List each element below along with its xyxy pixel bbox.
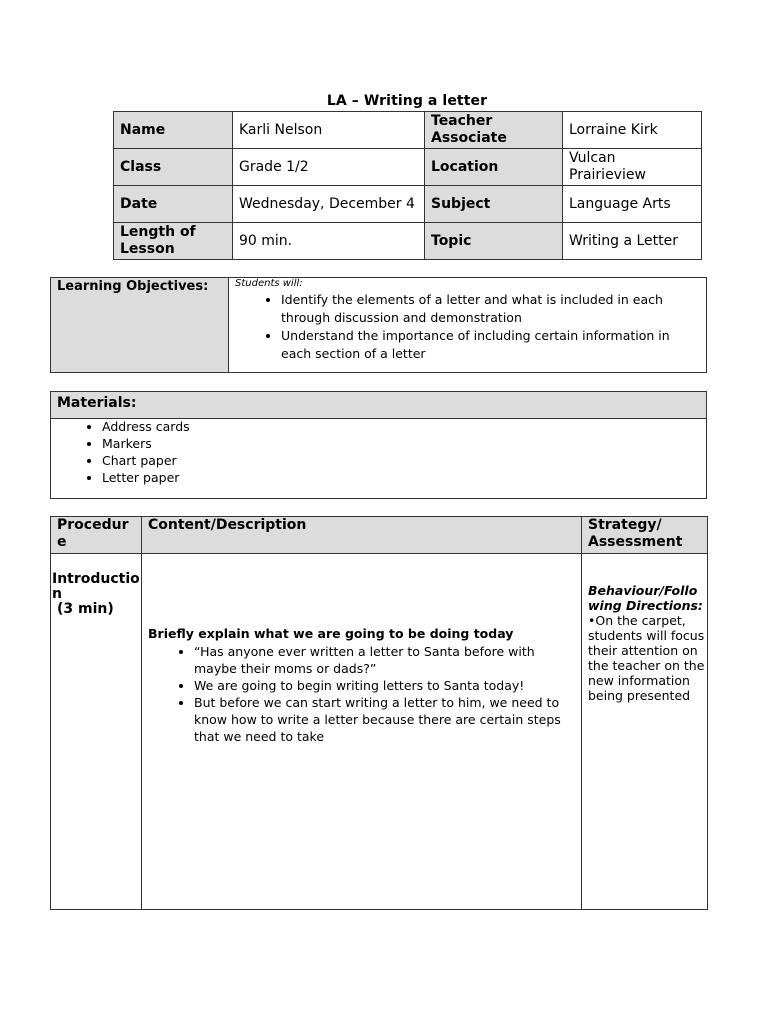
info-row [114, 149, 702, 186]
info-row [114, 186, 702, 223]
learning-objectives-label: Learning Objectives: [57, 279, 209, 294]
objectives-list [235, 291, 700, 363]
strategy-title: Behaviour/Following Directions: [588, 583, 703, 613]
name-value: Karli Nelson [233, 112, 425, 149]
content-list [148, 643, 575, 745]
list-item: • But before we can start writing a letter to him, we need to know how to write a letter because there are certain steps that we need to take [194, 694, 575, 745]
introduction-label: Introduction [52, 571, 140, 602]
list-item: • “Has anyone ever written a letter to Santa before with maybe their moms or dads?” [194, 643, 575, 677]
date-label: Date [114, 186, 233, 223]
info-row [114, 112, 702, 149]
name-label: Name [114, 112, 233, 149]
list-item: • Letter paper [102, 469, 190, 486]
length-of-lesson-value: 90 min. [233, 223, 425, 260]
procedure-header-row [51, 517, 708, 554]
list-item: • Identify the elements of a letter and what is included in each through discussion and demonstration [281, 291, 700, 327]
content-lead: Briefly explain what we are going to be doing today [148, 626, 514, 641]
document-title: LA – Writing a letter [326, 93, 488, 109]
materials-box [50, 391, 707, 499]
location-value: Vulcan Prairieview [563, 149, 702, 186]
list-item: • Understand the importance of including certain information in each section of a letter [281, 327, 700, 363]
teacher-associate-value: Lorraine Kirk [563, 112, 702, 149]
content-description-cell [142, 554, 582, 910]
class-label: Class [114, 149, 233, 186]
introduction-cell [51, 554, 142, 910]
list-item: • Chart paper [102, 452, 190, 469]
strategy-assessment-cell [582, 554, 708, 910]
list-item: • We are going to begin writing letters to Santa today! [194, 677, 575, 694]
subject-label: Subject [425, 186, 563, 223]
learning-objectives-box [50, 277, 707, 373]
materials-label: Materials: [51, 392, 706, 419]
length-of-lesson-label: Length of Lesson [114, 223, 233, 260]
teacher-associate-label: Teacher Associate [425, 112, 563, 149]
materials-list [51, 418, 190, 486]
objectives-intro: Students will: [235, 278, 303, 289]
content-column-header: Content/Description [142, 517, 582, 554]
info-row [114, 223, 702, 260]
lesson-info-table [113, 111, 702, 260]
topic-value: Writing a Letter [563, 223, 702, 260]
procedure-table [50, 516, 708, 910]
table-row [51, 554, 708, 910]
introduction-time: (3 min) [57, 601, 114, 617]
date-value: Wednesday, December 4 [233, 186, 425, 223]
procedure-column-header: Procedure [51, 517, 142, 554]
topic-label: Topic [425, 223, 563, 260]
learning-objectives-label-cell [51, 278, 229, 372]
location-label: Location [425, 149, 563, 186]
strategy-text: •On the carpet, students will focus their attention on the teacher on the new information being presented [588, 613, 705, 703]
strategy-column-header: Strategy/ Assessment [582, 517, 708, 554]
list-item: • Markers [102, 435, 190, 452]
class-value: Grade 1/2 [233, 149, 425, 186]
list-item: • Address cards [102, 418, 190, 435]
learning-objectives-content [235, 278, 700, 363]
subject-value: Language Arts [563, 186, 702, 223]
